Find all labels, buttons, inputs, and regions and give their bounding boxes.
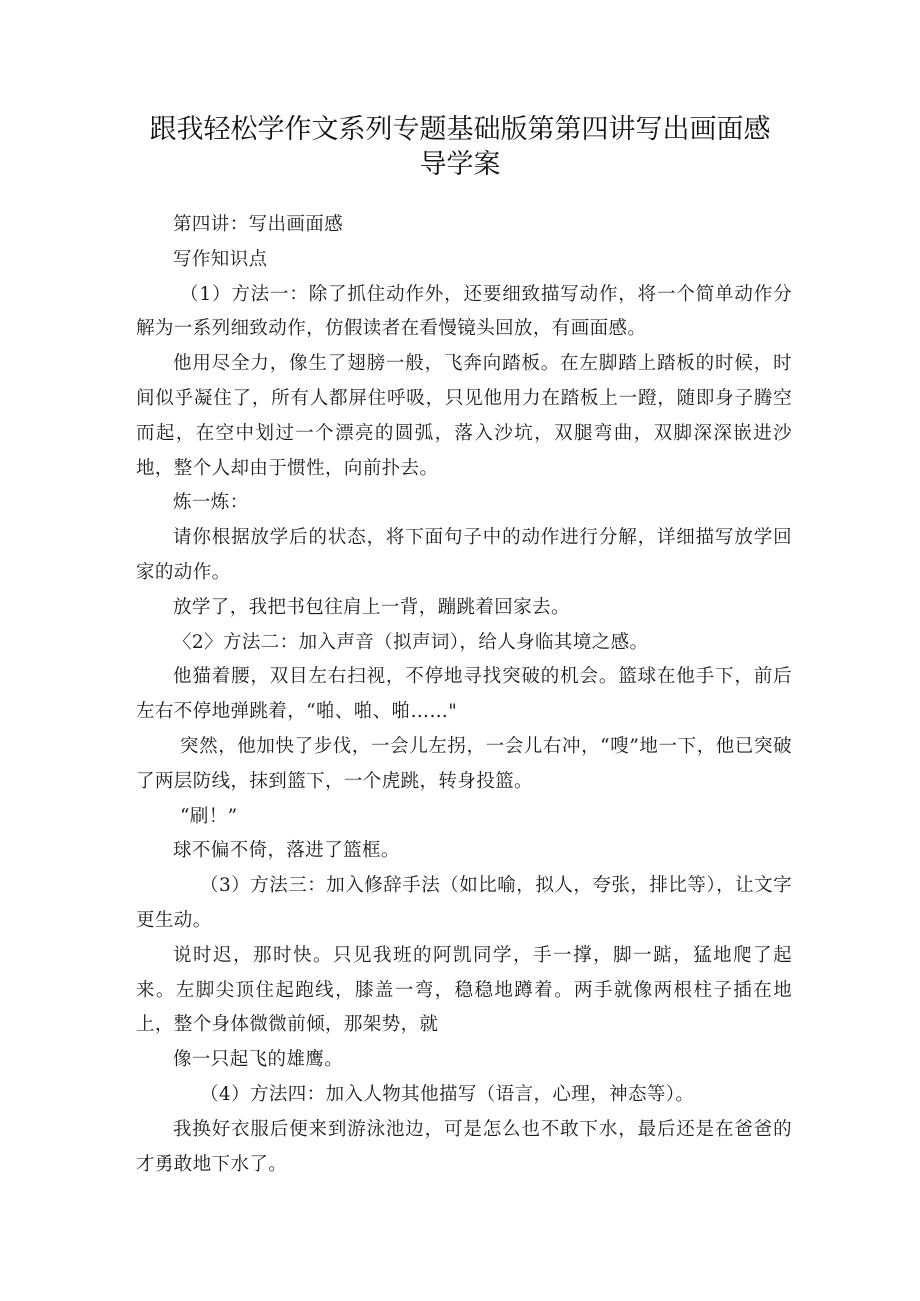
practice-instruction: 请你根据放学后的状态，将下面句子中的动作进行分解，详细描写放学回家的动作。 [136, 527, 792, 583]
method-one-paragraph: （1）方法一：除了抓住动作外，还要细致描写动作，将一个简单动作分解为一系列细致动作，仿假读者在看慢镜头回放，有画面感。 [136, 283, 792, 340]
document-body [136, 208, 792, 1182]
method-two-paragraph: 〈2〉方法二：加入声音（拟声词），给人身临其境之感。 [173, 631, 649, 653]
example-paragraph-3: 突然，他加快了步伐，一会儿左拐，一会儿右冲，“嗖”地一下，他已突破了两层防线，抹到篮下，一个虎跳，转身投篮。 [136, 735, 792, 792]
method-four-paragraph: （4）方法四：加入人物其他描写（语言，心理，神态等）。 [200, 1083, 695, 1105]
example-paragraph-2: 他猫着腰，双目左右扫视，不停地寻找突破的机会。篮球在他手下，前后左右不停地弹跳着，“啪、啪、啪……" [136, 666, 792, 723]
practice-heading: 炼一炼： [173, 492, 249, 514]
example-paragraph-1: 他用尽全力，像生了翅膀一般，飞奔向踏板。在左脚踏上踏板的时候，时间似乎凝住了，所有人都屏住呼吸，只见他用力在踏板上一蹬，随即身子腾空而起，在空中划过一个漂亮的圆弧，落入沙坑，双腿弯曲，双脚深深嵌进沙地，整个人却由于惯性，向前扑去。 [136, 353, 792, 479]
example-paragraph-4: 球不偏不倚，落进了篮框。 [173, 840, 400, 862]
example-paragraph-5-continued: 像一只起飞的雄鹰。 [173, 1049, 344, 1071]
example-paragraph-5: 说时迟，那时快。只见我班的阿凯同学，手一撑，脚一踮，猛地爬了起来。左脚尖顶住起跑线，膝盖一弯，稳稳地蹲着。两手就像两根柱子插在地上，整个身体微微前倾，那架势，就 [136, 944, 792, 1036]
method-three-paragraph: （3）方法三：加入修辞手法（如比喻，拟人，夸张，排比等），让文字更生动。 [136, 875, 792, 931]
section-heading: 写作知识点 [173, 248, 268, 270]
example-sound-line: “刷！” [180, 805, 238, 827]
practice-sentence: 放学了，我把书包往肩上一背，蹦跳着回家去。 [173, 596, 570, 618]
document-title-line-2: 导学案 [419, 149, 501, 180]
document-title-line-1: 跟我轻松学作文系列专题基础版第第四讲写出画面感 [149, 114, 771, 145]
lesson-heading: 第四讲：写出画面感 [173, 214, 344, 235]
example-paragraph-6: 我换好衣服后便来到游泳池边，可是怎么也不敢下水，最后还是在爸爸的才勇敢地下水了。 [136, 1118, 792, 1175]
